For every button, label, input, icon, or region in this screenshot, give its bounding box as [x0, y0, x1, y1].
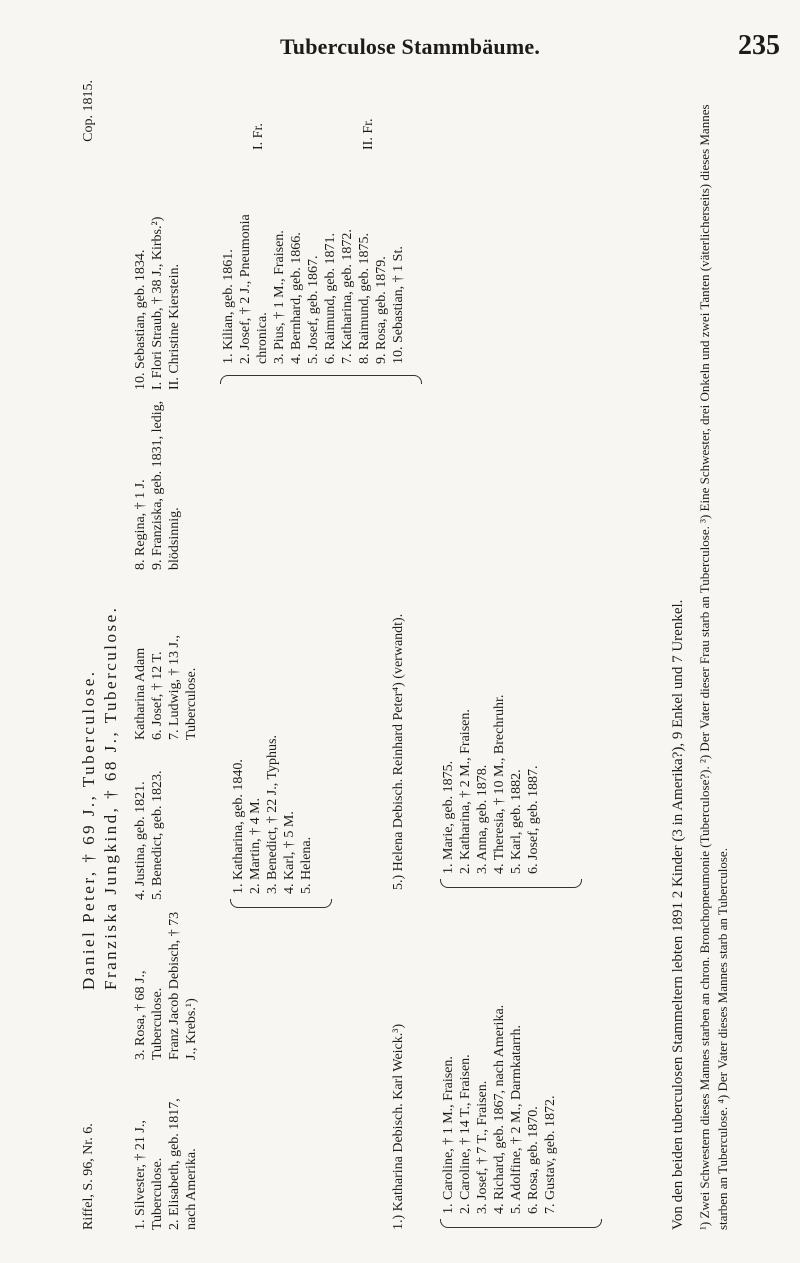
grandchild-entry: 8. Raimund, geb. 1875. [357, 232, 372, 364]
grandchild-entry: 3. Pius, † 1 M., Fraisen. [272, 230, 287, 364]
running-title: Tuberculose Stammbäume. [279, 34, 541, 59]
brace [440, 879, 582, 888]
grandchild-entry: 1. Kilian, geb. 1861. [221, 249, 236, 364]
greatgrandchild-entry: 4. Theresia, † 10 M., Brechruhr. [492, 694, 507, 874]
child-entry: 3. Rosa, † 68 J., Tuberculose. [133, 970, 165, 1060]
child-entry: 5. Benedict, geb. 1823. [150, 770, 165, 900]
grandchild-entry: 4. Karl, † 5 M. [282, 811, 297, 894]
rotated-pedigree-table [80, 80, 770, 1230]
child-sebastian [132, 90, 183, 390]
greatgrandchild-entry: 3. Anna, geb. 1878. [475, 764, 490, 874]
greatgrandchild-entry: 7. Gustav, geb. 1872. [543, 1095, 558, 1214]
grandchild-entry: 2. Josef, † 2 J., Pneumonia chronica. [238, 214, 270, 364]
greatgrandchild-entry: 6. Rosa, geb. 1870. [526, 1106, 541, 1214]
child-rosa [132, 910, 200, 1060]
grandchild-entry: 10. Sebastian, † 1 St. [391, 246, 406, 364]
grandchild-entry: 1. Katharina, geb. 1840. [231, 759, 246, 894]
child-silvester [132, 1070, 200, 1230]
greatgrandchild-entry: 2. Caroline, † 14 T., Fraisen. [458, 1054, 473, 1214]
source-reference: Riffel, S. 96, Nr. 6. [81, 1123, 96, 1230]
grandchild-entry: 9. Rosa, geb. 1879. [374, 256, 389, 364]
page-header [40, 30, 780, 74]
greatgrandchild-entry: 4. Richard, geb. 1867, nach Amerika. [492, 1004, 507, 1214]
spouse-entry: Franz Jacob Debisch, † 73 J., Krebs.¹) [167, 911, 199, 1060]
child-regina-franziska [132, 400, 183, 570]
brace [230, 899, 332, 908]
greatgrandchild-entry: 3. Josef, † 7 T., Fraisen. [475, 1080, 490, 1214]
second-wife-label: II. Fr. [361, 118, 376, 150]
child-entry: 2. Elisabeth, geb. 1817, nach Amerika. [167, 1098, 199, 1230]
child-entry: 9. Franziska, geb. 1831, ledig, blödsinnig. [150, 400, 182, 570]
benedict-children [230, 734, 315, 894]
helena-line: 5.) Helena Debisch. Reinhard Peter⁴) (verwandt). [391, 613, 406, 890]
spouse-entry: I. Flori Straub, † 38 J., Kirbs.²) [150, 216, 165, 390]
child-entry: 8. Regina, † 1 J. [133, 479, 148, 570]
grandchild-entry: 6. Raimund, geb. 1871. [323, 232, 338, 364]
first-wife-label: I. Fr. [251, 123, 266, 150]
greatgrandchild-entry: 5. Karl, geb. 1882. [509, 769, 524, 874]
father-line: Daniel Peter, † 69 J., Tuberculose. [79, 669, 98, 990]
sebastian-children [220, 164, 407, 364]
child-entry: 10. Sebastian, geb. 1834. [133, 249, 148, 390]
child-entry: 6. Josef, † 12 T. [150, 651, 165, 740]
grandchild-entry: 2. Martin, † 4 M. [248, 797, 263, 894]
grandchild-entry: 3. Benedict, † 22 J., Typhus. [265, 735, 280, 894]
marriage-year: Cop. 1815. [81, 80, 96, 142]
spouse-entry: Katharina Adam [133, 647, 148, 740]
child-entry: 1. Silvester, † 21 J., Tuberculose. [133, 1120, 165, 1230]
footnotes: ¹) Zwei Schwestern dieses Mannes starben an chron. Bronchopneumonie (Tuberculose?). ²) Der Vater dieser Frau starb an Tuberculose. ³) Eine Schwester, drei Onkeln und zwei Tanten (väterlicherseits) dieses Mannes starben an Tuberculose. ⁴) Der Vater dieses Mannes starb an Tuberculose. [697, 104, 730, 1230]
greatgrandchild-entry: 6. Josef, geb. 1887. [526, 765, 541, 874]
greatgrandchild-entry: 5. Adolfine, † 2 M., Darmkatarrh. [509, 1025, 524, 1214]
mother-line: Franziska Jungkind, † 68 J., Tuberculose. [101, 605, 120, 990]
grandchild-entry: 4. Bernhard, geb. 1866. [289, 232, 304, 364]
child-justina [132, 750, 166, 900]
greatgrandchild-entry: 1. Marie, geb. 1875. [441, 760, 456, 874]
katharina-line: 1.) Katharina Debisch. Karl Weick.³) [391, 1023, 406, 1230]
brace [440, 1219, 602, 1228]
grandchild-entry: 5. Helena. [299, 836, 314, 894]
weick-children [440, 914, 559, 1214]
summary-line: Von den beiden tuberculosen Stammeltern lebten 1891 2 Kinder (3 in Amerika?), 9 Enkel und 7 Urenkel. [670, 599, 686, 1230]
greatgrandchild-entry: 1. Caroline, † 1 M., Fraisen. [441, 1056, 456, 1214]
page-number: 235 [738, 30, 780, 61]
grandchild-entry: 7. Katharina, geb. 1872. [340, 229, 355, 364]
child-entry: 4. Justina, geb. 1821. [133, 781, 148, 900]
child-entry: 7. Ludwig, † 13 J., Tuberculose. [167, 635, 199, 740]
peter-children [440, 574, 542, 874]
grandchild-entry: 5. Josef, geb. 1867. [306, 255, 321, 364]
brace [220, 375, 422, 384]
spouse-entry: II. Christine Kierstein. [167, 264, 182, 390]
child-josef-ludwig [132, 580, 200, 740]
greatgrandchild-entry: 2. Katharina, † 2 M., Fraisen. [458, 709, 473, 874]
